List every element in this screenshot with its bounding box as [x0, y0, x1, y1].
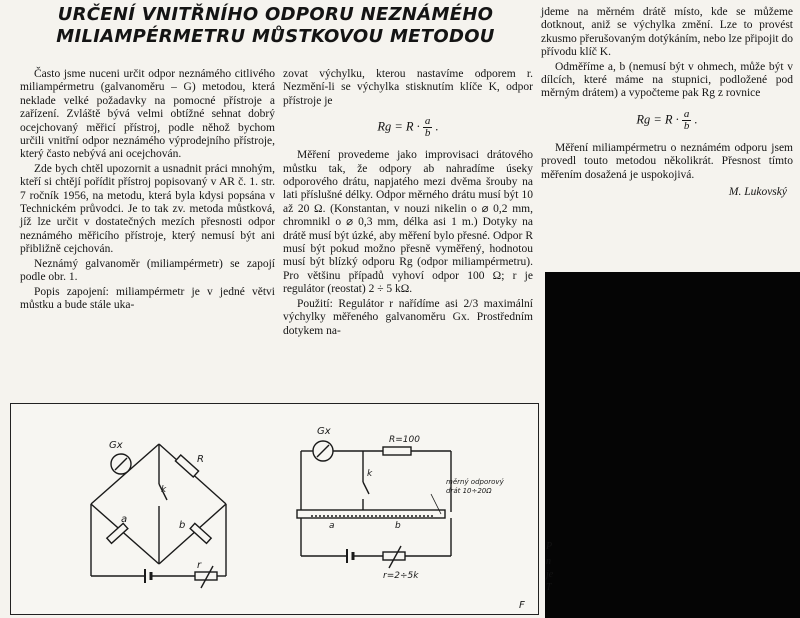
wire [91, 504, 159, 564]
wire [91, 444, 159, 504]
label-k: k [367, 469, 373, 479]
fraction [682, 109, 692, 132]
measuring-wire-bar [297, 510, 445, 518]
paragraph: zovat výchylku, kterou nastavíme odporem r. Nezmění-li se výchylka stisknutím klíče K, odpor přístroje je [283, 68, 533, 107]
black-region [545, 272, 800, 618]
paragraph: Měření provedeme jako improvisaci drátového můstku tak, že odpory ab nahradíme úseky odporového drátu, napjatého mezi dvěma šrouby na lati příslušné délky. Odpor měrného drátu musí být 10 až 20 Ω. (Konstantan, v nouzi nikelin o ⌀ 0,2 mm, chromnikl o ⌀ 0,3 mm, délka asi 1 m.) Dotyky na drátě musí být úzké, aby měření bylo přesné. Odpor R musí být pokud možno přesně vyměřený, hodnotou musí být blízký odporu Rg (odpor miliampérmetru). Pro většinu případů vyhoví odpor 100 Ω; r je regulátor (reostat) 2 ÷ 5 kΩ. [283, 149, 533, 296]
label-r: r [197, 560, 202, 571]
paragraph: Často jsme nuceni určit odpor neznámého citlivého miliampérmetru (galvanoměru – G) metodou, která neklade velké požadavky na pomocné přístroje a zařízení. Zvláště bývá velmi obtížné sehnat dobrý ocejchovaný měřicí přístroj, podle něhož bychom určili vnitřní odpor neznámého výprodejního přístroje, který často nebývá ani ocejchován. [20, 68, 275, 161]
label-gx: Gx [317, 426, 331, 437]
paragraph: Odměříme a, b (nemusí být v ohmech, může být v dílcích, které máme na stupnici, podložené pod měrným drátem) a vypočteme pak Rg z rovnice [541, 60, 793, 100]
label-R100: R=100 [389, 435, 420, 445]
wire-bridge-diagram-right [297, 426, 505, 581]
column-2 [283, 68, 533, 338]
edge-letter: n [546, 556, 551, 567]
label-gx: Gx [109, 440, 123, 451]
label-R: R [197, 454, 204, 465]
resistor-R100 [383, 447, 411, 455]
edge-letter: P [546, 541, 553, 552]
title-line-2: MILIAMPÉRMETRU MŮSTKOVOU METODOU [56, 26, 495, 47]
paragraph: Popis zapojení: miliampérmetr je v jedné větvi můstku a bude stále uka- [20, 285, 275, 311]
column-3 [541, 6, 793, 199]
equation-lhs: Rg = R · [377, 119, 420, 134]
fraction-denominator: b [424, 127, 431, 140]
label-measuring-wire: měrný odporový drát 10÷20Ω [446, 478, 504, 495]
equation-lhs: Rg = R · [636, 112, 679, 127]
author-signature: M. Lukovský [728, 186, 787, 199]
column-1 [20, 68, 275, 312]
paragraph: Zde bych chtěl upozornit a usnadnit práci mnohým, kteří si chtějí pořídit přístroj popisovaný v AR č. 1. str. 7 ročník 1956, na metodu, která byla kdysi popsána v Technickém průvodci. Je to tak zv. metoda můstková, jíž lze určit v dostatečných mezích přesnosti odpor neznámého měřicího přístroje, který nemusí být ani přibližně cejchován. [20, 162, 275, 256]
equation [541, 109, 793, 132]
fraction [423, 116, 433, 139]
bridge-diagram-left [91, 440, 226, 588]
resistor-R [175, 455, 198, 477]
label-b: b [179, 520, 186, 531]
fraction-denominator: b [683, 119, 690, 132]
paragraph: Neznámý galvanoměr (miliampérmetr) se zapojí podle obr. 1. [20, 257, 275, 284]
label-a: a [329, 521, 335, 531]
paragraph: Použití: Regulátor r nařídíme asi 2/3 maximální výchylky měřeného galvanoměru Gx. Prostředním dotykem na- [283, 297, 533, 337]
circuit-figure [10, 403, 539, 615]
fraction-numerator: a [424, 115, 431, 128]
paragraph: Měření miliampérmetru o neznámém odporu jsem provedl touto metodou několikrát. Přesnost tímto měřením dosažená je uspokojivá. [541, 141, 793, 181]
circuit-diagrams [11, 404, 538, 614]
equation [283, 116, 533, 139]
equation-end: . [694, 112, 698, 127]
paragraph: jdeme na měrném drátě místo, kde se můžeme dotknout, aniž se výchylka změní. Lze to provést zkusmo přerušovaným dotýkáním, nebo lze připojit do přívodu klíč K. [541, 6, 793, 59]
label-r-regulator: r=2÷5k [383, 571, 419, 581]
title-line-1: URČENÍ VNITŘNÍHO ODPORU NEZNÁMÉHO [57, 4, 494, 25]
label-k: k [161, 485, 167, 495]
edge-letter: T [546, 582, 552, 593]
wire [159, 504, 226, 564]
article-title [18, 4, 533, 48]
switch-k [363, 482, 369, 494]
edge-letter: je [546, 569, 554, 580]
equation-end: . [435, 119, 439, 134]
figure-label: F [519, 600, 525, 611]
label-b: b [395, 521, 401, 531]
label-a: a [121, 514, 128, 525]
fraction-numerator: a [683, 107, 690, 120]
